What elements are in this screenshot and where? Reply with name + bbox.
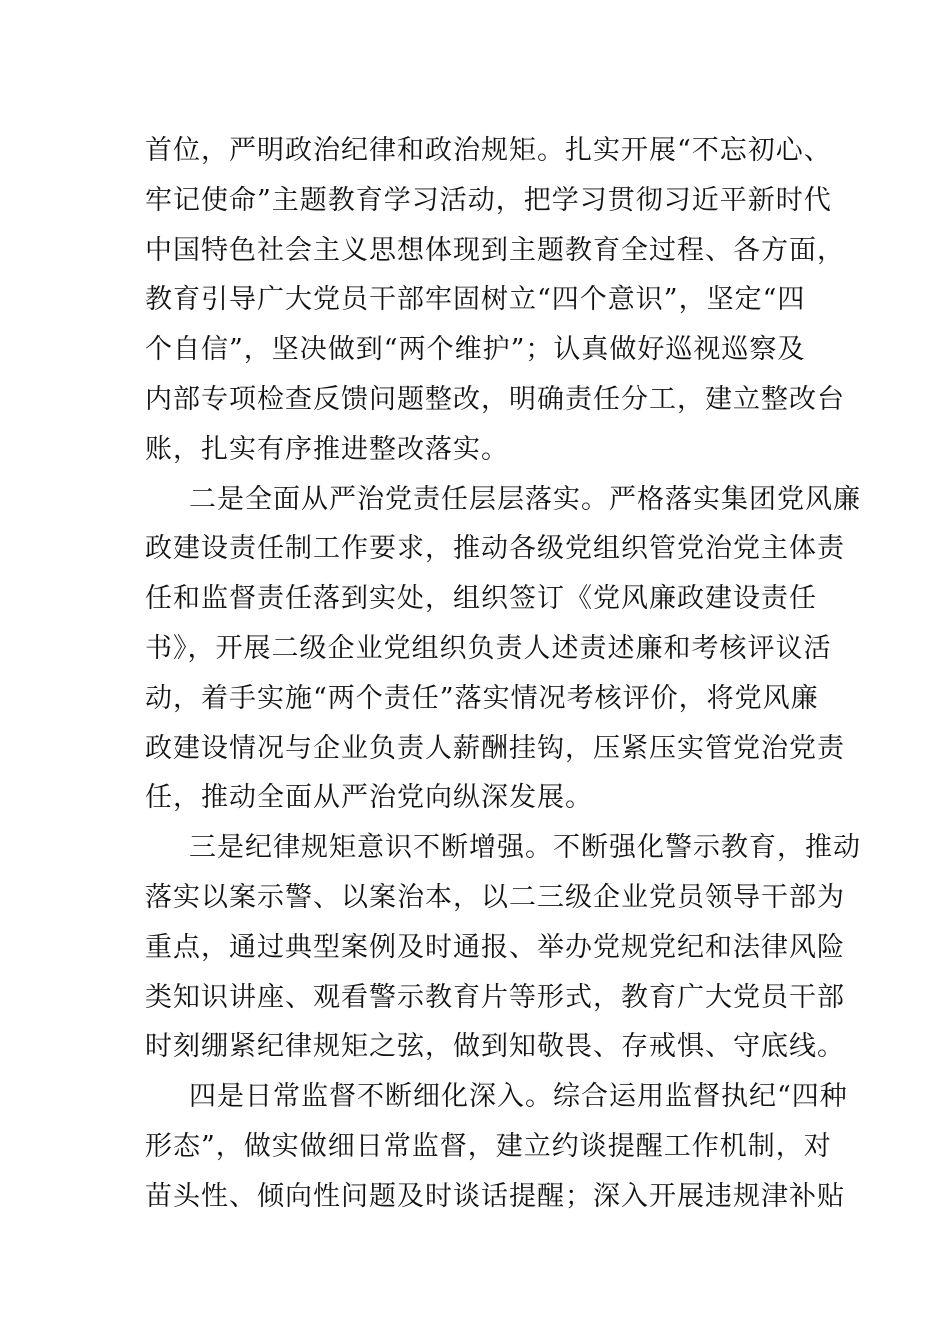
text-line: 二是全面从严治党责任层层落实。严格落实集团党风廉 — [189, 483, 861, 515]
text-line: 三是纪律规矩意识不断增强。不断强化警示教育，推动 — [189, 832, 861, 864]
text-line: 个自信”，坚决做到“两个维护”；认真做好巡视巡察及 — [145, 334, 806, 366]
text-line: 政建设情况与企业负责人薪酬挂钩，压紧压实管党治党责 — [145, 732, 845, 764]
text-line: 中国特色社会主义思想体现到主题教育全过程、各方面， — [145, 234, 845, 266]
text-line: 首位，严明政治纪律和政治规矩。扎实开展“不忘初心、 — [145, 135, 832, 166]
text-line: 任，推动全面从严治党向纵深发展。 — [145, 782, 593, 814]
text-line: 账，扎实有序推进整改落实。 — [145, 433, 509, 465]
paragraph-point-two — [145, 475, 861, 824]
text-line: 任和监督责任落到实处，组织签订《党风廉政建设责任 — [145, 583, 817, 615]
text-line: 落实以案示警、以案治本，以二三级企业党员领导干部为 — [145, 881, 845, 913]
paragraph-point-three — [145, 823, 861, 1072]
text-line: 书》，开展二级企业党组织负责人述责述廉和考核评议活 — [145, 632, 832, 664]
text-line: 时刻绷紧纪律规矩之弦，做到知敬畏、存戒惧、守底线。 — [145, 1031, 845, 1063]
text-line: 重点，通过典型案例及时通报、举办党规党纪和法律风险 — [145, 931, 845, 963]
text-line: 牢记使命”主题教育学习活动，把学习贯彻习近平新时代 — [145, 184, 832, 216]
text-line: 内部专项检查反馈问题整改，明确责任分工，建立整改台 — [145, 383, 845, 415]
text-line: 类知识讲座、观看警示教育片等形式，教育广大党员干部 — [145, 981, 845, 1013]
text-line: 四是日常监督不断细化深入。综合运用监督执纪“四种 — [189, 1081, 848, 1113]
document-body — [145, 126, 861, 1222]
text-line: 形态”，做实做细日常监督，建立约谈提醒工作机制，对 — [145, 1130, 832, 1162]
paragraph-point-four — [145, 1072, 848, 1221]
text-line: 政建设责任制工作要求，推动各级党组织管党治党主体责 — [145, 533, 845, 565]
text-line: 教育引导广大党员干部牢固树立“四个意识”，坚定“四 — [145, 284, 806, 316]
text-line: 动，着手实施“两个责任”落实情况考核评价，将党风廉 — [145, 682, 819, 714]
paragraph-continuation — [145, 126, 845, 475]
text-line: 苗头性、倾向性问题及时谈话提醒；深入开展违规津补贴 — [145, 1180, 845, 1212]
